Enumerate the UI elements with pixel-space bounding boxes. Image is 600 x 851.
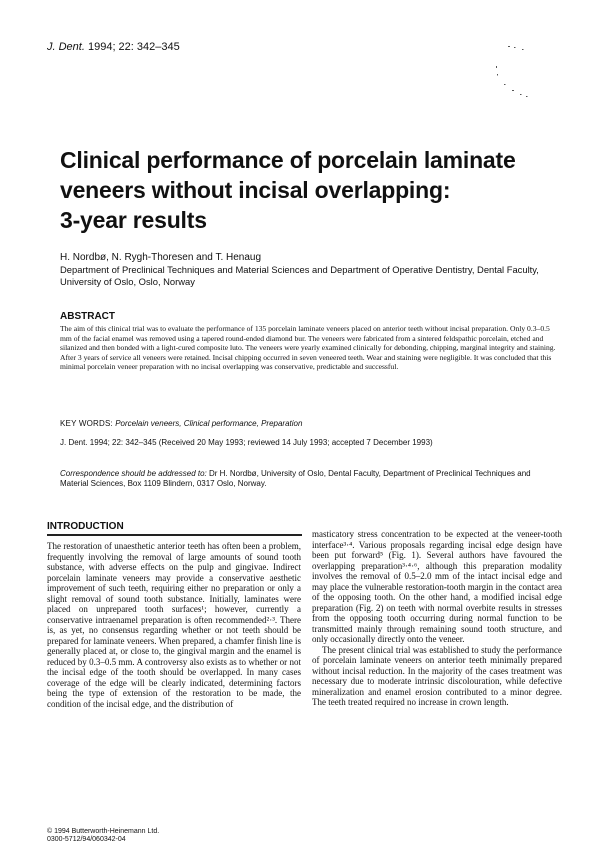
body-paragraph: The restoration of unaesthetic anterior teeth has often been a problem, frequently involving the removal of large amounts of sound tooth substance, with adverse effects on the pulp and gingivae. Indirect porcelain laminate veneers may provide a conservative aesthetic improvement of such teeth, requiring either no preparation or only a slight removal of sound tooth substance. Initially, laminates were placed on unprepared tooth surfaces¹; however, currently a conservative intraenamel preparation is often recommended²·³. There is, as yet, no consensus regarding whether or not teeth should be prepared for laminate veneers. When prepared, a chamfer finish line is generally placed at, or close to, the gingival margin and the enamel is reduced by 0.3–0.5 mm. A controversy also exists as to whether or not the incisal edge of the tooth should be overlapped. In many cases coverage of the edge will be clearly indicated, determining factors being the type of extension of the restoration to be made, the condition of the incisal edge, and the distribution of xyxy=(47,541,301,709)
keywords xyxy=(60,419,560,428)
author-list: H. Nordbø, N. Rygh-Thoresen and T. Henaug xyxy=(60,252,262,263)
title-line: Clinical performance of porcelain laminate xyxy=(60,147,516,173)
journal-reference xyxy=(47,41,180,53)
citation-line: J. Dent. 1994; 22: 342–345 (Received 20 May 1993; reviewed 14 July 1993; accepted 7 December 1993) xyxy=(60,438,433,447)
title-line: 3-year results xyxy=(60,207,207,233)
body-paragraph: masticatory stress concentration to be expected at the veneer-tooth interface³·⁴. Various proposals regarding incisal edge design have been put forward⁵ (Fig. 1). Several authors have favoured the overlapping preparation³·⁴·⁶, although this preparation modality involves the removal of 0.5–2.0 mm of the intact incisal edge and may place the vulnerable restoration-tooth margin in the contact area of the opposing tooth. On the other hand, a modified incisal edge preparation (Fig. 2) on teeth with normal overbite results in stresses from the opposing tooth occurring during normal function to be transmitted mainly through remaining sound tooth structure, and only occasionally directly onto the veneer. xyxy=(312,529,562,644)
right-column xyxy=(312,529,562,708)
copyright-notice xyxy=(47,828,159,844)
abstract-text: The aim of this clinical trial was to evaluate the performance of 135 porcelain laminate veneers placed on anterior teeth without incisal preparation. Only 0.3–0.5 mm of the facial enamel was removed using a tapered round-ended diamond bur. The veneers were fabricated from a sintered feldspathic porcelain, etched and silanized and then bonded with a light-cured composite luto. The veneers were yearly examined clinically for debonding, chipping, marginal integrity and staining. After 3 years of service all veneers were retained. Incisal chipping occurred in seven veneered teeth. Wear and staining were negligible. It was concluded that this minimal porcelain veneer preparation with no incisal overlapping was conservative, predictable and successful. xyxy=(60,324,556,371)
body-paragraph: The present clinical trial was established to study the performance of porcelain laminate veneers on anterior teeth minimally prepared without incisal reduction. In the majority of the cases treatment was necessary due to moderate intrinsic discolouration, while defective mineralization and enamel erosion contributed to a minor degree. The teeth treated required no increase in crown length. xyxy=(312,644,562,707)
section-divider xyxy=(47,534,302,536)
journal-citation: 1994; 22: 342–345 xyxy=(87,41,180,53)
corner-marks-graphic xyxy=(492,44,532,100)
affiliation: Department of Preclinical Techniques and Material Sciences and Department of Operative Dentistry, Dental Faculty, University of Oslo, Oslo, Norway xyxy=(60,264,539,287)
correspondence-text: Dr H. Nordbø, University of Oslo, Dental Faculty, Department of Preclinical Techniques and Material Sciences, Box 1109 Blindern, 0317 Oslo, Norway. xyxy=(60,469,531,488)
abstract-heading: ABSTRACT xyxy=(60,311,115,322)
left-column xyxy=(47,541,301,709)
article-title xyxy=(60,145,560,235)
keywords-text: Porcelain veneers, Clinical performance, Preparation xyxy=(115,419,303,428)
copyright-line: © 1994 Butterworth-Heinemann Ltd. xyxy=(47,828,160,835)
journal-name: J. Dent. xyxy=(47,41,85,53)
correspondence xyxy=(60,469,560,489)
correspondence-label: Correspondence should be addressed to: xyxy=(60,469,207,478)
keywords-label: KEY WORDS: xyxy=(60,419,113,428)
issn-line: 0300-5712/94/060342-04 xyxy=(47,836,126,843)
title-line: veneers without incisal overlapping: xyxy=(60,177,451,203)
introduction-heading: INTRODUCTION xyxy=(47,521,124,532)
